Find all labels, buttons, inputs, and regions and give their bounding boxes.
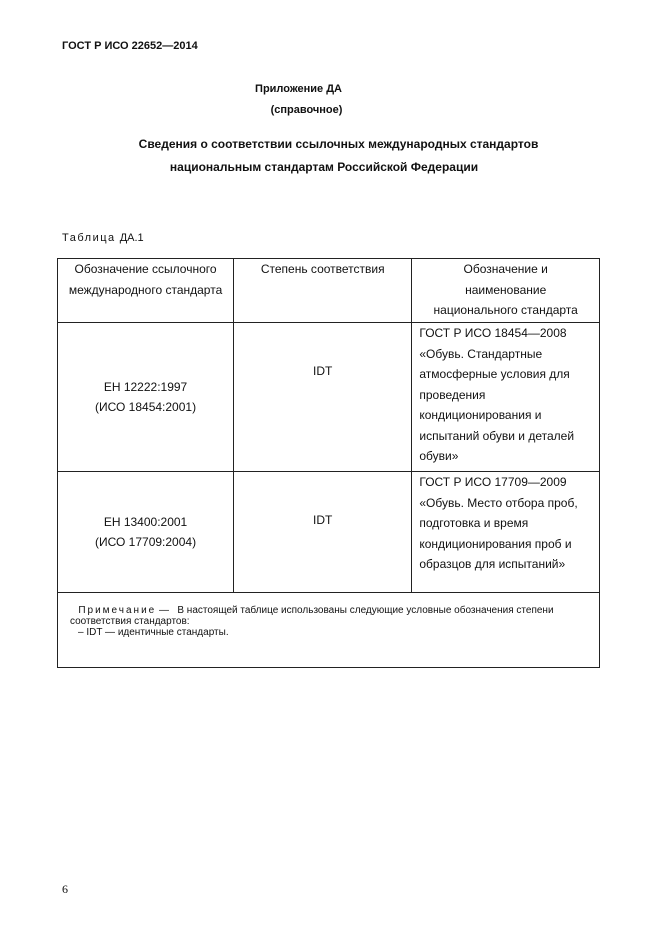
header-degree (234, 259, 412, 323)
note-item: – IDT — идентичные стандарты. (78, 627, 229, 638)
appendix-type: (справочное) (270, 104, 343, 116)
national-standard-cell (412, 472, 600, 593)
header-intl-standard (58, 259, 234, 323)
intl-standard-cell (58, 323, 234, 472)
national-standard-cell (412, 323, 600, 472)
heading-line-1: Сведения о соответствии ссылочных международных стандартов (138, 137, 539, 151)
document-code: ГОСТ Р ИСО 22652—2014 (62, 40, 198, 52)
header-national-line: Обозначение и (463, 262, 548, 276)
national-standard-line: подготовка и время (419, 516, 529, 530)
note-text-line1: В настоящей таблице использованы следующие условные обозначения степени (177, 605, 554, 616)
page-number: 6 (62, 882, 68, 896)
heading-line-2: национальным стандартам Российской Федерации (169, 160, 479, 174)
header-national-line: наименование (465, 282, 547, 297)
national-standard-line: испытаний обуви и деталей (419, 428, 575, 443)
note-first-line (70, 605, 587, 616)
intl-standard-code: ЕН 12222:1997 (103, 379, 188, 394)
degree-cell (234, 472, 412, 593)
header-degree-line: Степень соответствия (260, 262, 385, 276)
national-standard-line: ГОСТ Р ИСО 17709—2009 (419, 475, 567, 489)
intl-standard-cell (58, 472, 234, 593)
national-standard-line: «Обувь. Место отбора проб, (419, 495, 578, 510)
national-standard-line: образцов для испытаний» (419, 557, 566, 571)
national-standard-line: обуви» (419, 449, 459, 463)
table-caption-number: ДА.1 (119, 232, 144, 244)
national-standard-line: кондиционирования и (419, 408, 542, 422)
degree-value: IDT (313, 364, 333, 378)
national-standard-line: ГОСТ Р ИСО 18454—2008 (419, 326, 567, 340)
appendix-title: Приложение ДА (255, 83, 342, 95)
national-standard-line: «Обувь. Стандартные (419, 346, 543, 361)
table-row (58, 323, 600, 472)
degree-cell (234, 323, 412, 472)
header-intl-line: международного стандарта (68, 282, 223, 297)
degree-value: IDT (313, 513, 333, 527)
note-label: Примечание (78, 605, 157, 616)
standards-table (57, 258, 600, 668)
table-note (58, 593, 600, 668)
national-standard-line: проведения (419, 387, 486, 402)
header-national-standard (412, 259, 600, 323)
national-standard-line: атмосферные условия для (419, 367, 570, 381)
header-intl-line: Обозначение ссылочного (74, 262, 217, 276)
national-standard-line: кондиционирования проб и (419, 536, 572, 551)
table-header-row (58, 259, 600, 323)
table-caption (62, 232, 144, 244)
table-caption-word: Таблица (62, 232, 116, 244)
note-dash: — (159, 605, 170, 616)
table-row (58, 472, 600, 593)
intl-standard-code: ЕН 13400:2001 (103, 514, 188, 529)
table-note-row (58, 593, 600, 668)
intl-standard-iso: (ИСО 18454:2001) (94, 400, 197, 414)
note-text-line2: соответствия стандартов: (70, 616, 190, 627)
header-national-line: национального стандарта (433, 303, 578, 317)
intl-standard-iso: (ИСО 17709:2004) (94, 535, 197, 549)
